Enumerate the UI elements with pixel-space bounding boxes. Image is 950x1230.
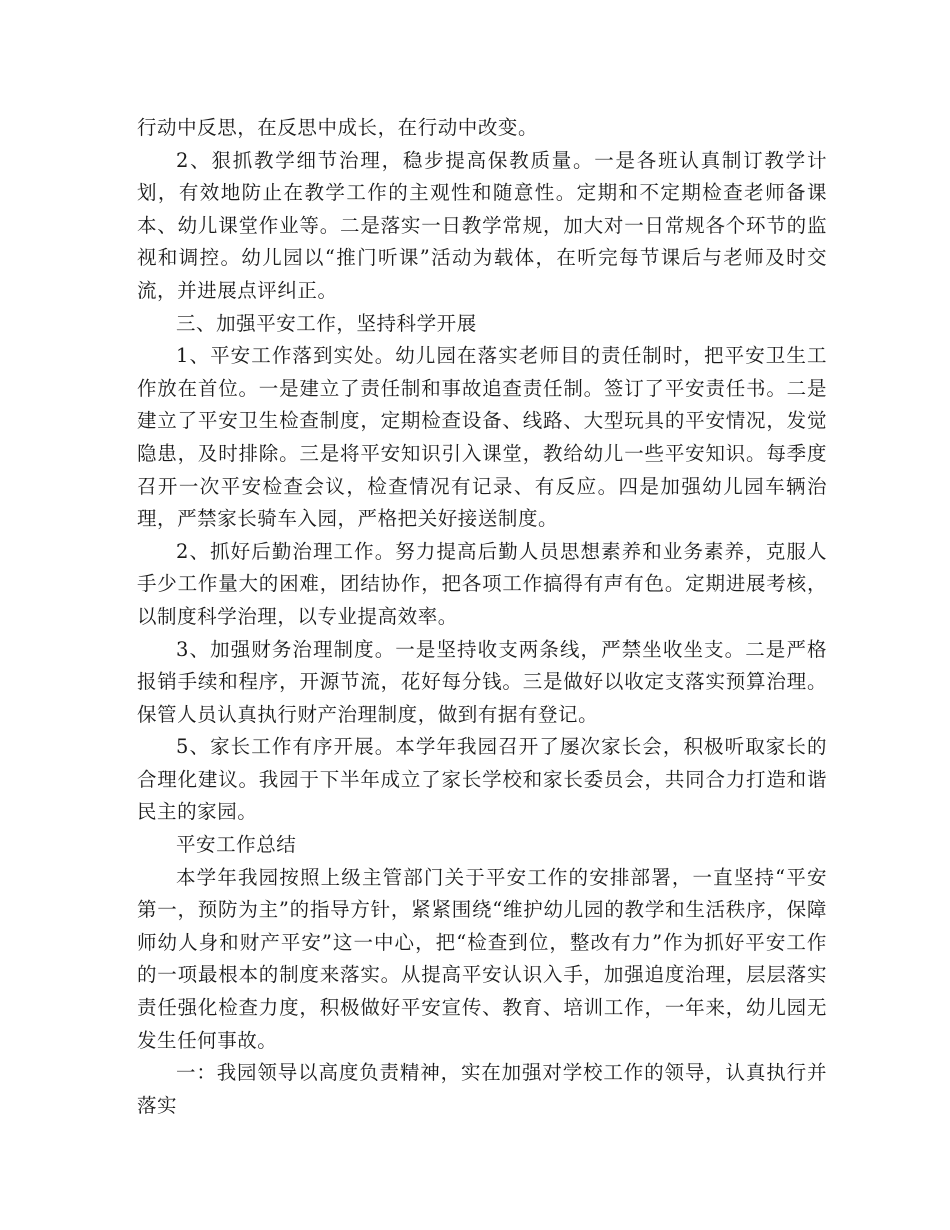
section-heading-summary: 平安工作总结 bbox=[176, 833, 297, 857]
paragraph-leadership: 一：我园领导以高度负责精神，实在加强对学校工作的领导，认真执行并落实 bbox=[137, 1061, 827, 1117]
paragraph-continuation: 行动中反思，在反思中成长，在行动中改变。 bbox=[137, 116, 539, 139]
paragraph-parents: 5、家长工作有序开展。本学年我园召开了屡次家长会，积极听取家长的合理化建议。我园于下半年成立了家长学校和家长委员会，共同合力打造和谐民主的家园。 bbox=[137, 735, 827, 824]
paragraph-finance: 3、加强财务治理制度。一是坚持收支两条线，严禁坐收坐支。二是严格报销手续和程序，开源节流，花好每分钱。三是做好以收定支落实预算治理。保管人员认真执行财产治理制度，做到有据有登记。 bbox=[137, 637, 827, 726]
section-heading-safety: 三、加强平安工作，坚持科学开展 bbox=[176, 311, 477, 335]
paragraph-summary: 本学年我园按照上级主管部门关于平安工作的安排部署，一直坚持“平安第一，预防为主”的指导方针，紧紧围绕“维护幼儿园的教学和生活秩序，保障师幼人身和财产平安”这一中心，把“检查到位，整改有力”作为抓好平安工作的一项最根本的制度来落实。从提高平安认识入手，加强追度治理，层层落实责任强化检查力度，积极做好平安宣传、教育、培训工作，一年来，幼儿园无发生任何事故。 bbox=[137, 865, 827, 1052]
paragraph-teaching-details: 2、狠抓教学细节治理，稳步提高保教质量。一是各班认真制订教学计划，有效地防止在教学工作的主观性和随意性。定期和不定期检查老师备课本、幼儿课堂作业等。二是落实一日教学常规，加大对一日常规各个环节的监视和调控。幼儿园以“推门听课”活动为载体，在听完每节课后与老师及时交流，并进展点评纠正。 bbox=[137, 148, 827, 302]
paragraph-safety-work: 1、平安工作落到实处。幼儿园在落实老师目的责任制时，把平安卫生工作放在首位。一是建立了责任制和事故追查责任制。签订了平安责任书。二是建立了平安卫生检查制度，定期检查设备、线路、大型玩具的平安情况，发觉隐患，及时排除。三是将平安知识引入课堂，教给幼儿一些平安知识。每季度召开一次平安检查会议，检查情况有记录、有反应。四是加强幼儿园车辆治理，严禁家长骑车入园，严格把关好接送制度。 bbox=[137, 344, 827, 531]
paragraph-logistics: 2、抓好后勤治理工作。努力提高后勤人员思想素养和业务素养，克服人手少工作量大的困难，团结协作，把各项工作搞得有声有色。定期进展考核，以制度科学治理，以专业提高效率。 bbox=[137, 539, 827, 628]
document-body bbox=[137, 112, 827, 1122]
